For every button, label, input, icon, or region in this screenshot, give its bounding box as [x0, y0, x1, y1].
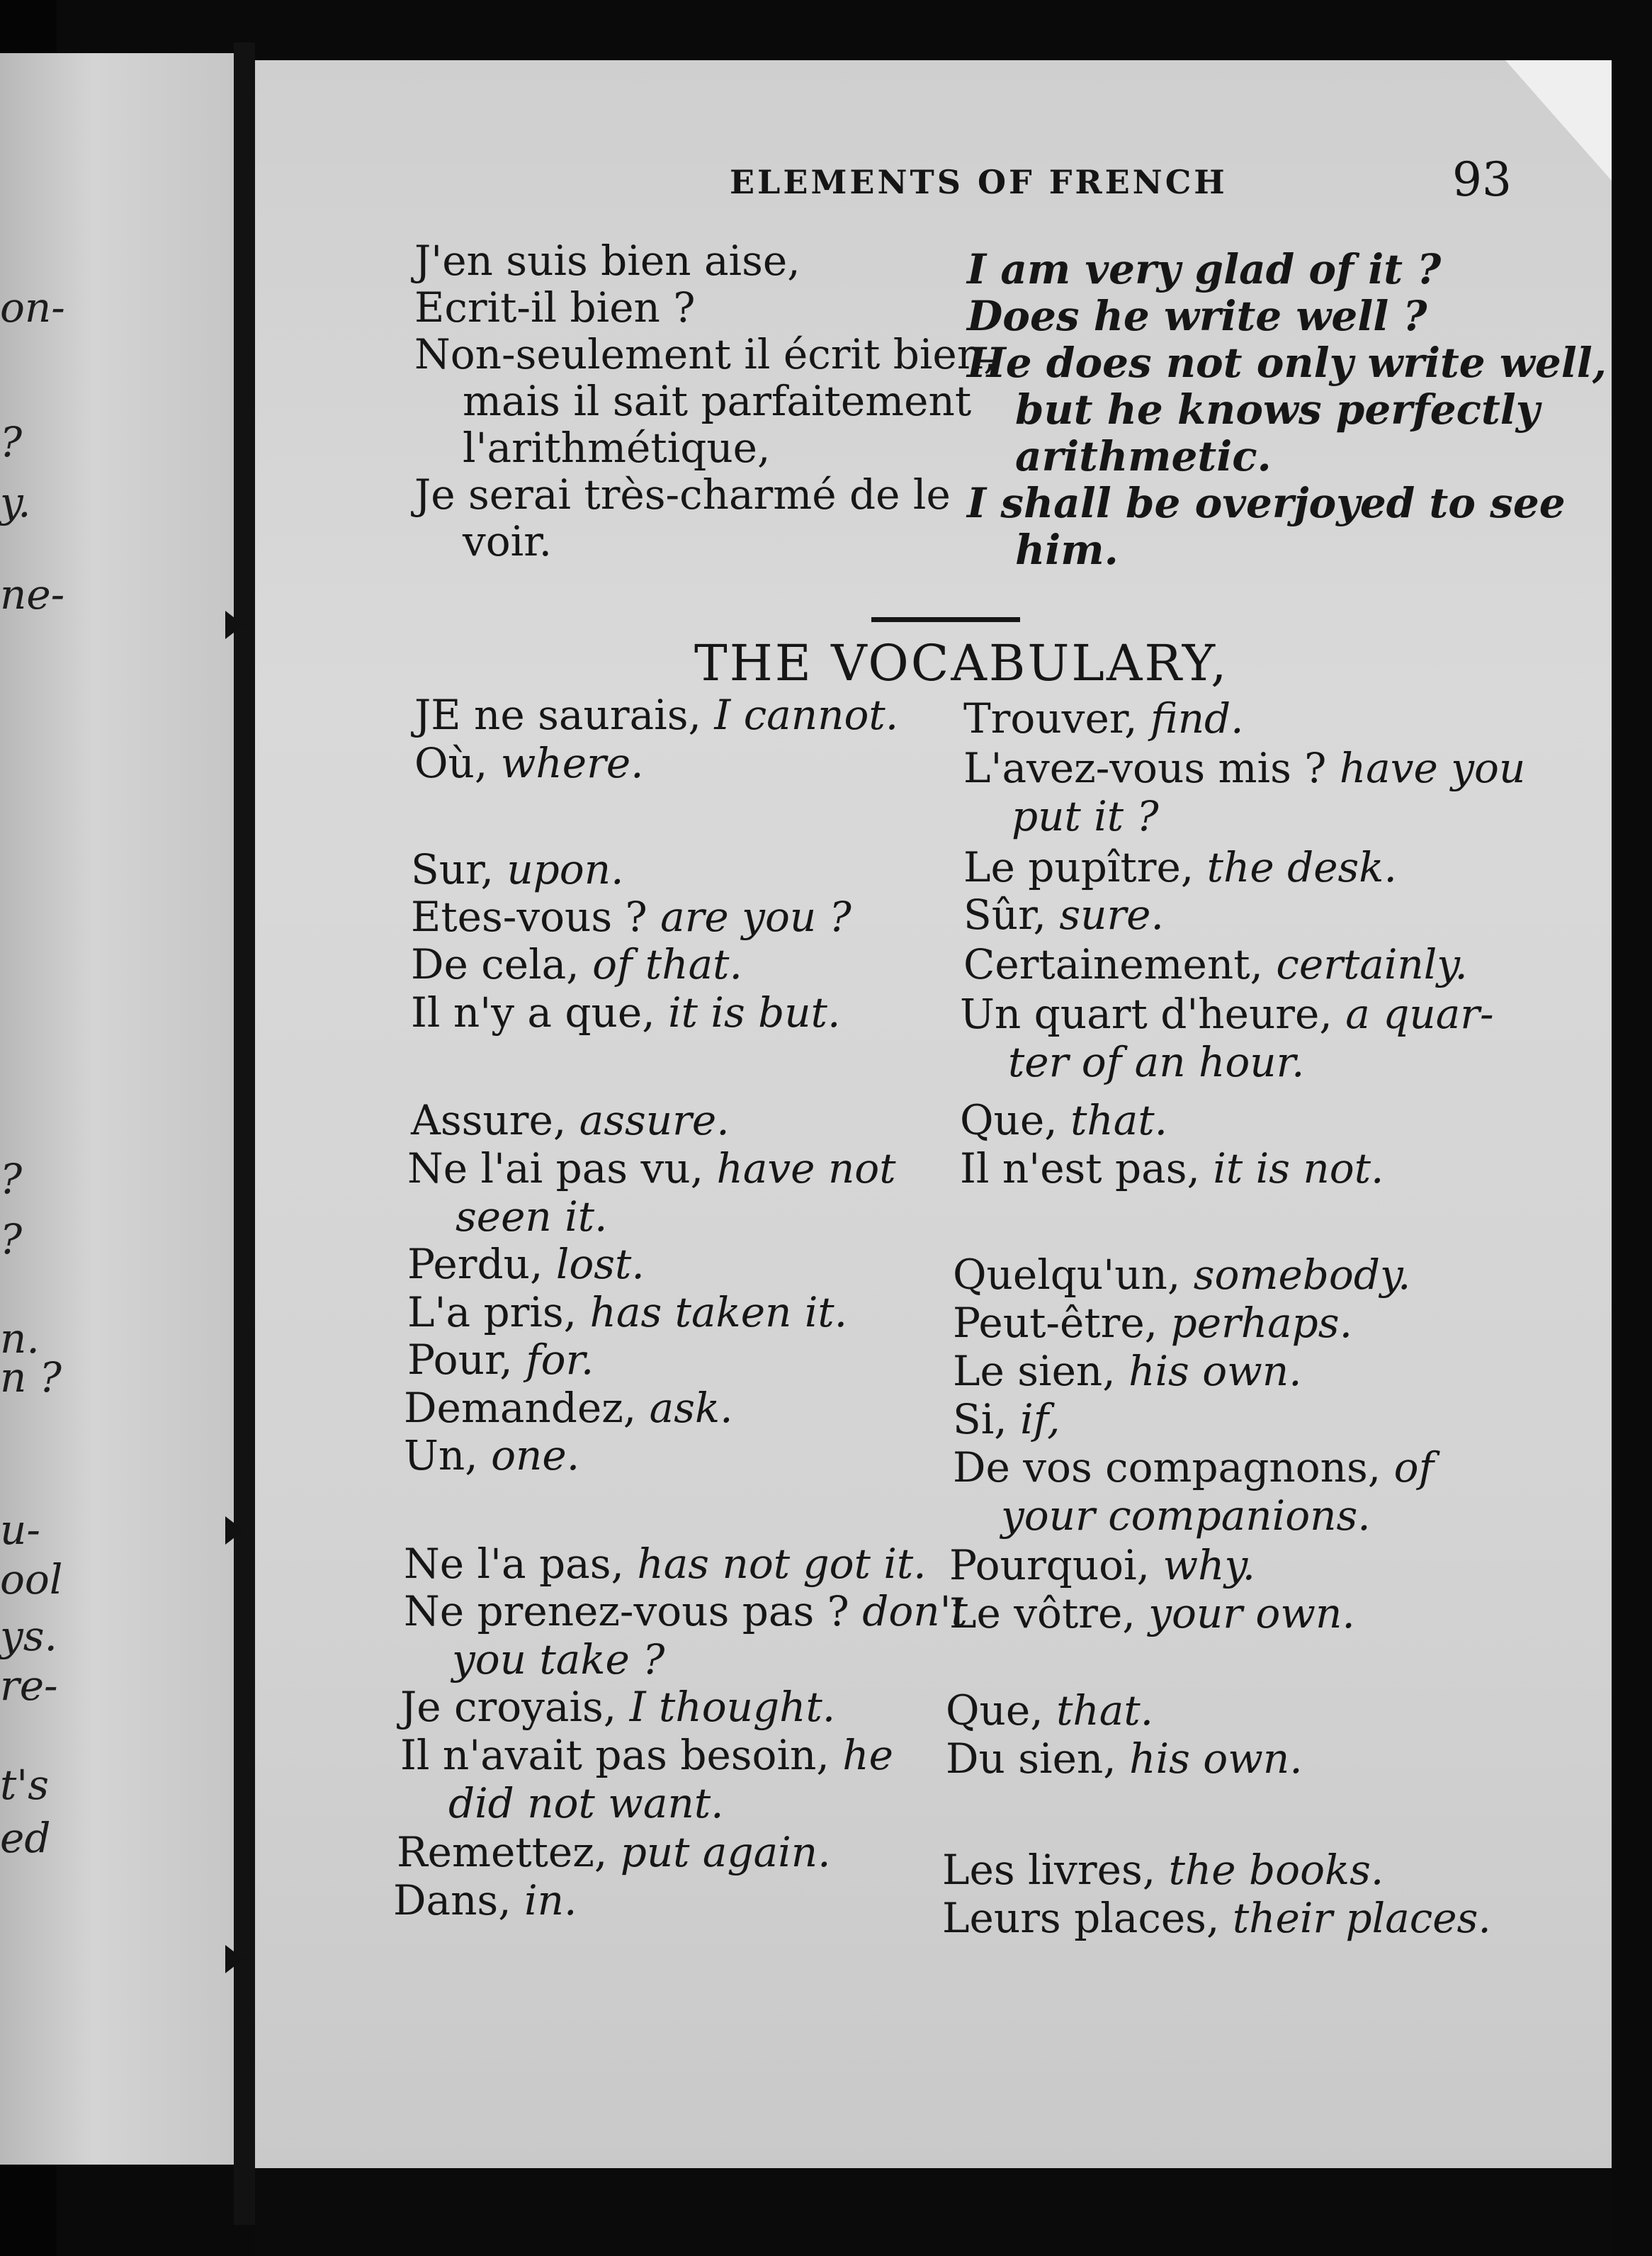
- vocab-entry: Le vôtre, your own.: [949, 1589, 1355, 1637]
- vocab-entry: Que, that.: [946, 1686, 1154, 1735]
- previous-page-fragment: y.: [0, 478, 31, 526]
- dialogue-line: He does not only write well,: [967, 339, 1607, 387]
- vocab-entry: Je croyais, I thought.: [400, 1683, 836, 1731]
- dialogue-line: Ecrit-il bien ?: [414, 283, 696, 332]
- vocab-entry: Ne l'ai pas vu, have not seen it.: [407, 1144, 896, 1241]
- binding-thread-marker: [225, 611, 244, 639]
- scan-border-bottom: [255, 2168, 1612, 2256]
- vocab-entry: Sûr, sure.: [963, 891, 1164, 939]
- vocab-entry: De cela, of that.: [411, 940, 742, 988]
- vocab-entry: Un quart d'heure, a quar- ter of an hour.: [960, 990, 1494, 1086]
- vocab-entry: Remettez, put again.: [397, 1828, 831, 1876]
- previous-page-edge: [0, 53, 234, 2165]
- vocab-entry: Le pupître, the desk.: [963, 843, 1397, 891]
- previous-page-fragment: n ?: [0, 1353, 62, 1401]
- previous-page-fragment: u-: [0, 1506, 40, 1554]
- dialogue-line: arithmetic.: [1015, 432, 1272, 480]
- previous-page-fragment: ?: [0, 1155, 23, 1203]
- dialogue-english-column: [967, 246, 1607, 573]
- vocab-entry: Etes-vous ? are you ?: [411, 893, 852, 941]
- dialogue-line: him.: [1015, 526, 1119, 574]
- vocab-entry: Dans, in.: [393, 1876, 577, 1924]
- previous-page-fragment: re-: [0, 1662, 58, 1710]
- dialogue-line: mais il sait parfaitement: [463, 377, 972, 425]
- dialogue-line: but he knows perfectly: [1015, 385, 1540, 434]
- vocab-entry: Trouver, find.: [963, 694, 1244, 743]
- binding-thread-marker: [225, 1516, 244, 1545]
- vocab-entry: Le sien, his own.: [953, 1347, 1302, 1395]
- previous-page-fragment: ys.: [0, 1612, 57, 1660]
- vocab-entry: De vos compagnons, of your companions.: [953, 1443, 1435, 1540]
- dialogue-line: Non-seulement il écrit bien,: [414, 330, 997, 378]
- dialogue-line: I am very glad of it ?: [967, 245, 1442, 293]
- vocab-entry: Il n'avait pas besoin, he did not want.: [400, 1731, 893, 1827]
- vocab-entry: L'avez-vous mis ? have you put it ?: [963, 744, 1526, 840]
- dialogue-line: Je serai très-charmé de le: [414, 470, 951, 519]
- book-page: [255, 60, 1612, 2168]
- previous-page-fragment: ne-: [0, 570, 65, 619]
- vocab-entry: Que, that.: [960, 1096, 1168, 1144]
- section-rule: [871, 617, 1020, 622]
- previous-page-fragment: t's: [0, 1761, 50, 1809]
- dialogue-line: J'en suis bien aise,: [414, 237, 800, 285]
- previous-page-fragment: ?: [0, 418, 23, 466]
- previous-page-fragment: ?: [0, 1215, 23, 1263]
- vocab-entry: Quelqu'un, somebody.: [953, 1251, 1411, 1299]
- previous-page-fragment: ool: [0, 1555, 63, 1603]
- running-head: ELEMENTS OF FRENCH: [730, 163, 1228, 201]
- vocab-entry: Il n'y a que, it is but.: [411, 988, 841, 1037]
- vocab-entry: Leurs places, their places.: [942, 1894, 1491, 1942]
- dialogue-line: Does he write well ?: [967, 292, 1427, 340]
- folded-corner: [1505, 60, 1612, 181]
- vocab-entry: L'a pris, has taken it.: [407, 1288, 848, 1336]
- dialogue-line: l'arithmétique,: [463, 424, 771, 472]
- book-gutter: [234, 43, 255, 2225]
- previous-page-fragment: on-: [0, 283, 65, 332]
- vocab-entry: Un, one.: [404, 1431, 580, 1479]
- vocabulary-heading: THE VOCABULARY,: [694, 634, 1229, 692]
- vocab-entry: Pourquoi, why.: [949, 1541, 1255, 1589]
- vocab-entry: Demandez, ask.: [404, 1384, 733, 1432]
- vocab-entry: Les livres, the books.: [942, 1846, 1384, 1894]
- vocab-entry: Certainement, certainly.: [963, 940, 1468, 988]
- dialogue-french-column: [414, 237, 997, 565]
- vocab-entry: Du sien, his own.: [946, 1735, 1303, 1783]
- vocab-entry: Il n'est pas, it is not.: [960, 1144, 1384, 1192]
- vocab-entry: Ne l'a pas, has not got it.: [404, 1540, 927, 1588]
- vocab-entry: Pour, for.: [407, 1336, 594, 1384]
- vocab-entry: Sur, upon.: [411, 845, 624, 893]
- vocab-entry: Perdu, lost.: [407, 1240, 645, 1288]
- dialogue-line: voir.: [463, 517, 553, 565]
- previous-page-fragment: n.: [0, 1314, 40, 1363]
- previous-page-fragment: ed: [0, 1814, 51, 1862]
- page-number: 93: [1452, 152, 1512, 207]
- vocab-entry: Peut-être, perhaps.: [953, 1299, 1353, 1347]
- vocab-entry: JE ne saurais, I cannot.: [414, 691, 899, 739]
- vocab-entry: Ne prenez-vous pas ? don't you take ?: [404, 1587, 968, 1683]
- vocab-entry: Assure, assure.: [411, 1096, 730, 1144]
- binding-thread-marker: [225, 1945, 244, 1973]
- vocab-entry: Où, where.: [414, 739, 644, 787]
- dialogue-line: I shall be overjoyed to see: [967, 479, 1566, 527]
- vocab-entry: Si, if,: [953, 1395, 1060, 1443]
